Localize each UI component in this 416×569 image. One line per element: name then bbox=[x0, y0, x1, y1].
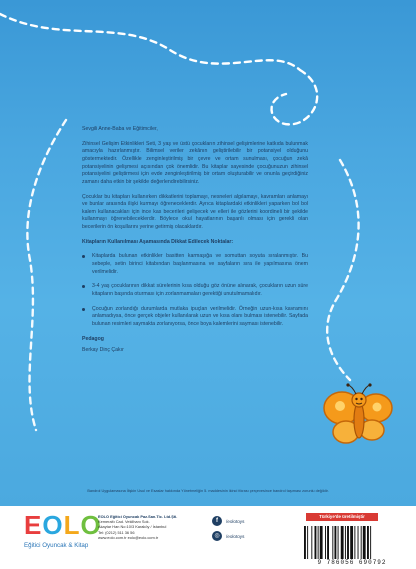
signature-role: Pedagog bbox=[82, 335, 104, 342]
logo-letter: O bbox=[80, 510, 101, 540]
usage-note-item: Kitaplarda bulunan etkinlikler basitten karmaşığa ve somuttan soyuta sıralanmıştır. Bu sebeple, setin birinci kitabından başlanmasına ve sayfaların sıra ile yapılmasına önem verilmelidir. bbox=[82, 253, 308, 276]
barcode-bar bbox=[320, 526, 323, 559]
company-line: www.eolo.com.tr eolo@eolo.com.tr bbox=[98, 534, 159, 540]
instagram-link[interactable] bbox=[212, 531, 282, 541]
company-name: EOLO Eğitici Oyuncak Paz.San.Tic. Ltd.Şti. bbox=[98, 514, 178, 519]
barcode-bar bbox=[341, 526, 344, 559]
barcode-bar bbox=[350, 526, 353, 559]
company-line: Kemeraltı Cad. Vekilhanı Sok. bbox=[98, 519, 150, 525]
logo-subtitle: Eğitici Oyuncak & Kitap bbox=[24, 542, 89, 549]
company-info bbox=[98, 514, 208, 540]
company-line: Akaytar Han No:10/3 Karaköy / İstanbul bbox=[98, 524, 167, 530]
barcode-bar bbox=[304, 526, 306, 559]
letter-greeting: Sevgili Anne-Baba ve Eğitimciler, bbox=[82, 126, 158, 132]
barcode-bar bbox=[332, 526, 333, 559]
made-in-turkey-badge: Türkiye'de üretilmiştir bbox=[306, 513, 378, 521]
barcode-bar bbox=[370, 526, 371, 559]
barcode-bar bbox=[361, 526, 362, 559]
barcode-image bbox=[300, 524, 404, 564]
logo-letter: E bbox=[24, 510, 42, 540]
barcode-bar bbox=[315, 526, 317, 559]
usage-note-item: Çocuğun zorlandığı durumlarda mutlaka ipuçları verilmelidir. Örneğin uzun-kısa kavramını anlamadıysa, önce gerçek objeler kullanılarak uzun ve kısa olanı bulması istenebilir. Sayfada bulunan resimleri saymakta zorlanıyorsa, önce boya kalemlerini sayması istenebilir. bbox=[82, 306, 308, 329]
instagram-icon: ◎ bbox=[212, 531, 222, 541]
usage-note-item: 3-4 yaş çocuklarının dikkat sürelerinin kısa olduğu göz önüne alınarak, çocukların uzun süre kitapların başında oturması için zorlanmamaları gerektiği unutulmamalıdır. bbox=[82, 283, 308, 298]
barcode-bar bbox=[354, 526, 355, 559]
social-handle: /eolotoys bbox=[226, 518, 245, 524]
barcode-bar bbox=[307, 526, 308, 559]
facebook-icon: f bbox=[212, 516, 222, 526]
barcode-bar bbox=[311, 526, 312, 559]
parent-letter bbox=[82, 126, 308, 355]
barcode-bar bbox=[363, 526, 366, 559]
publisher-footer bbox=[0, 506, 416, 569]
butterfly-illustration bbox=[322, 382, 396, 452]
barcode-bar bbox=[345, 526, 346, 559]
social-links bbox=[212, 516, 282, 546]
barcode-bar bbox=[327, 526, 329, 559]
letter-paragraph: Zihinsel Gelişim Etkinlikleri Seti, 3 yaş ve üstü çocukların zihinsel gelişimlerine katkıda bulunmak amacıyla hazırlanmıştır. Bilimsel veriler zekânın geliştirilebilir bir potansiyel olduğunu göstermektedir. Özellikle zenginleştirilmiş bir çevre ve ortam sunulması, çocuğun zekâ potansiyelinin gelişmesi açısından çok önemlidir. Bu kitaplar sayesinde çocuğunuzun zihinsel potansiyelini geliştirmesi için evde zenginleştirilmiş bir ortam oluşturabilir ve onunla geçirdiğiniz zamanı daha etkin bir şekilde değerlendirebilirsiniz. bbox=[82, 140, 308, 185]
barcode-bar bbox=[318, 526, 319, 559]
usage-notes-list bbox=[82, 253, 308, 328]
barcode-bar bbox=[347, 526, 349, 559]
signature-name: Berkay Dinç Çakır bbox=[82, 347, 124, 354]
logo-letter: O bbox=[42, 510, 63, 540]
legal-notice: Bandrol Uygulamasına İlişkin Usul ve Esaslar hakkında Yönetmeliğin 5. maddesinin ikinci fıkrası çerçevesince bandrol taşıması zorunlu değildir. bbox=[87, 489, 329, 493]
social-handle: /eolotoys bbox=[226, 533, 245, 539]
facebook-link[interactable] bbox=[212, 516, 282, 526]
barcode-number: 9 786056 690792 bbox=[317, 559, 387, 566]
barcode-bar bbox=[367, 526, 369, 559]
logo-letter: L bbox=[63, 510, 80, 540]
company-line: Tel: (0212) 511 36 56 bbox=[98, 529, 135, 535]
barcode-bar bbox=[334, 526, 336, 559]
usage-notes-heading: Kitapların Kullanılması Aşamasında Dikkat Edilecek Noktalar: bbox=[82, 238, 234, 245]
barcode-bar bbox=[358, 526, 359, 559]
barcode-bar bbox=[325, 526, 326, 559]
barcode-bar bbox=[338, 526, 339, 559]
letter-paragraph: Çocuklar bu kitapları kullanırken dikkatlerini toplamayı, nesneleri algılamayı, kavramları anlamayı ve bunlar arasında ilişki kurmayı öğreneceklerdir. Ayrıca kitaplardaki etkinlikleri yaparken bol bol kalem kullanacakları için ince kas becerileri gelişecek ve elleri ile gözlerini koordineli bir şekilde kullanmayı öğrenebileceklerdir. Böylece okul hayatlarının başarılı olması için gerekli olan becerilerin ön koşullarını yerine getirmiş olacaklardır. bbox=[82, 193, 308, 230]
